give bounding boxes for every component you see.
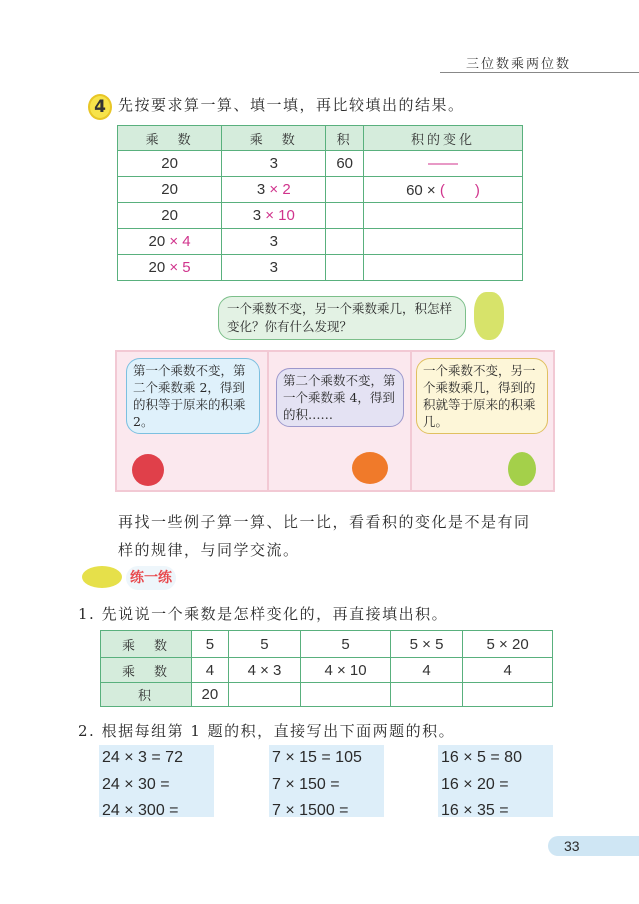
answer-cell[interactable] — [326, 229, 364, 255]
blank-parens[interactable]: ( ) — [439, 182, 480, 199]
equation-group — [99, 745, 214, 817]
cell: 20 — [161, 207, 178, 224]
bubble-2: 第二个乘数不变，第一个乘数乘 4，得到的积…… — [276, 368, 404, 427]
cell: 4 — [463, 658, 553, 683]
cell: 3 — [256, 181, 266, 198]
cell: 3 — [269, 259, 278, 276]
header-cell: 积的变化 — [363, 126, 522, 151]
question-bubble: 一个乘数不变，另一个乘数乘几，积怎样变化？你有什么发现？ — [218, 296, 466, 340]
row-label: 乘 数 — [101, 658, 192, 683]
dash: —— — [427, 155, 458, 172]
practice-mascot-icon — [82, 566, 122, 588]
answer-cell[interactable] — [301, 683, 391, 707]
table-row — [118, 151, 523, 177]
equation: 24 × 300 = — [102, 802, 179, 819]
equation: 7 × 15 = 105 — [272, 749, 362, 766]
answer-cell[interactable] — [390, 683, 462, 707]
cell: 5 × 20 — [463, 631, 553, 658]
answer-cell[interactable] — [363, 255, 522, 281]
equation: 24 × 3 = 72 — [102, 749, 183, 766]
row-label: 乘 数 — [101, 631, 192, 658]
cell: 5 — [192, 631, 229, 658]
equation: 7 × 1500 = — [272, 802, 349, 819]
cell: 4 — [192, 658, 229, 683]
answer-cell[interactable] — [228, 683, 300, 707]
equation: 16 × 35 = — [441, 802, 509, 819]
cell: 20 — [161, 155, 178, 172]
pepper-character-icon — [508, 452, 536, 486]
multiplier: × 5 — [169, 259, 191, 276]
panel-divider — [410, 350, 412, 492]
table-row — [118, 203, 523, 229]
equation-group — [438, 745, 553, 817]
cell: 4 — [390, 658, 462, 683]
radish-character-icon — [132, 454, 164, 486]
panel-divider — [267, 350, 269, 492]
row-label: 积 — [101, 683, 192, 707]
equation: 16 × 20 = — [441, 775, 509, 793]
cell: 20 — [192, 683, 229, 707]
cell: 20 — [148, 233, 166, 250]
problem-number-badge: 4 — [88, 94, 112, 120]
header-rule — [440, 72, 639, 73]
bubble-1: 第一个乘数不变，第二个乘数乘 2，得到的积等于原来的积乘 2。 — [126, 358, 260, 434]
equation: 16 × 5 = 80 — [441, 749, 522, 766]
equation: 24 × 30 = — [102, 775, 170, 793]
multiplier: × 2 — [269, 181, 291, 198]
practice-q2: 2. 根据每组第 1 题的积，直接写出下面两题的积。 — [78, 722, 456, 740]
bubble-3: 一个乘数不变，另一个乘数乘几，得到的积就等于原来的积乘几。 — [416, 358, 548, 434]
table-row — [118, 229, 523, 255]
corn-character-icon — [474, 292, 504, 340]
practice-q1: 1. 先说说一个乘数是怎样变化的，再直接填出积。 — [78, 605, 449, 623]
cell: 5 — [301, 631, 391, 658]
cell: 20 — [148, 259, 166, 276]
cell: 3 — [269, 155, 278, 172]
cell: 3 — [269, 233, 278, 250]
equation: 7 × 150 = — [272, 775, 340, 793]
answer-cell[interactable] — [326, 255, 364, 281]
cell: 4 × 3 — [228, 658, 300, 683]
answer-cell[interactable] — [326, 177, 364, 203]
cell: 4 × 10 — [301, 658, 391, 683]
practice-table — [100, 630, 553, 707]
header-cell: 积 — [326, 126, 364, 151]
cell: 60 × — [406, 182, 436, 199]
cell: 60 — [336, 155, 354, 172]
header-cell: 乘 数 — [118, 126, 222, 151]
multiplier: × 4 — [169, 233, 191, 250]
problem-4-table — [117, 125, 523, 281]
answer-cell[interactable] — [363, 203, 522, 229]
table-row — [118, 177, 523, 203]
answer-cell[interactable] — [363, 229, 522, 255]
cell: 5 × 5 — [390, 631, 462, 658]
chapter-title: 三位数乘两位数 — [466, 57, 572, 72]
multiplier: × 10 — [265, 207, 295, 224]
problem-4-instruction: 先按要求算一算、填一填，再比较填出的结果。 — [118, 96, 465, 114]
cell: 3 — [252, 207, 262, 224]
equation-group — [269, 745, 384, 817]
header-cell: 乘 数 — [222, 126, 326, 151]
cell: 5 — [228, 631, 300, 658]
cell: 20 — [161, 181, 178, 198]
tomato-character-icon — [352, 452, 388, 484]
followup-text: 再找一些例子算一算、比一比，看看积的变化是不是有同样的规律，与同学交流。 — [118, 513, 531, 559]
practice-title: 练一练 — [126, 566, 176, 590]
table-row — [118, 255, 523, 281]
answer-cell[interactable] — [326, 203, 364, 229]
page-number: 33 — [548, 836, 639, 856]
answer-cell[interactable] — [463, 683, 553, 707]
